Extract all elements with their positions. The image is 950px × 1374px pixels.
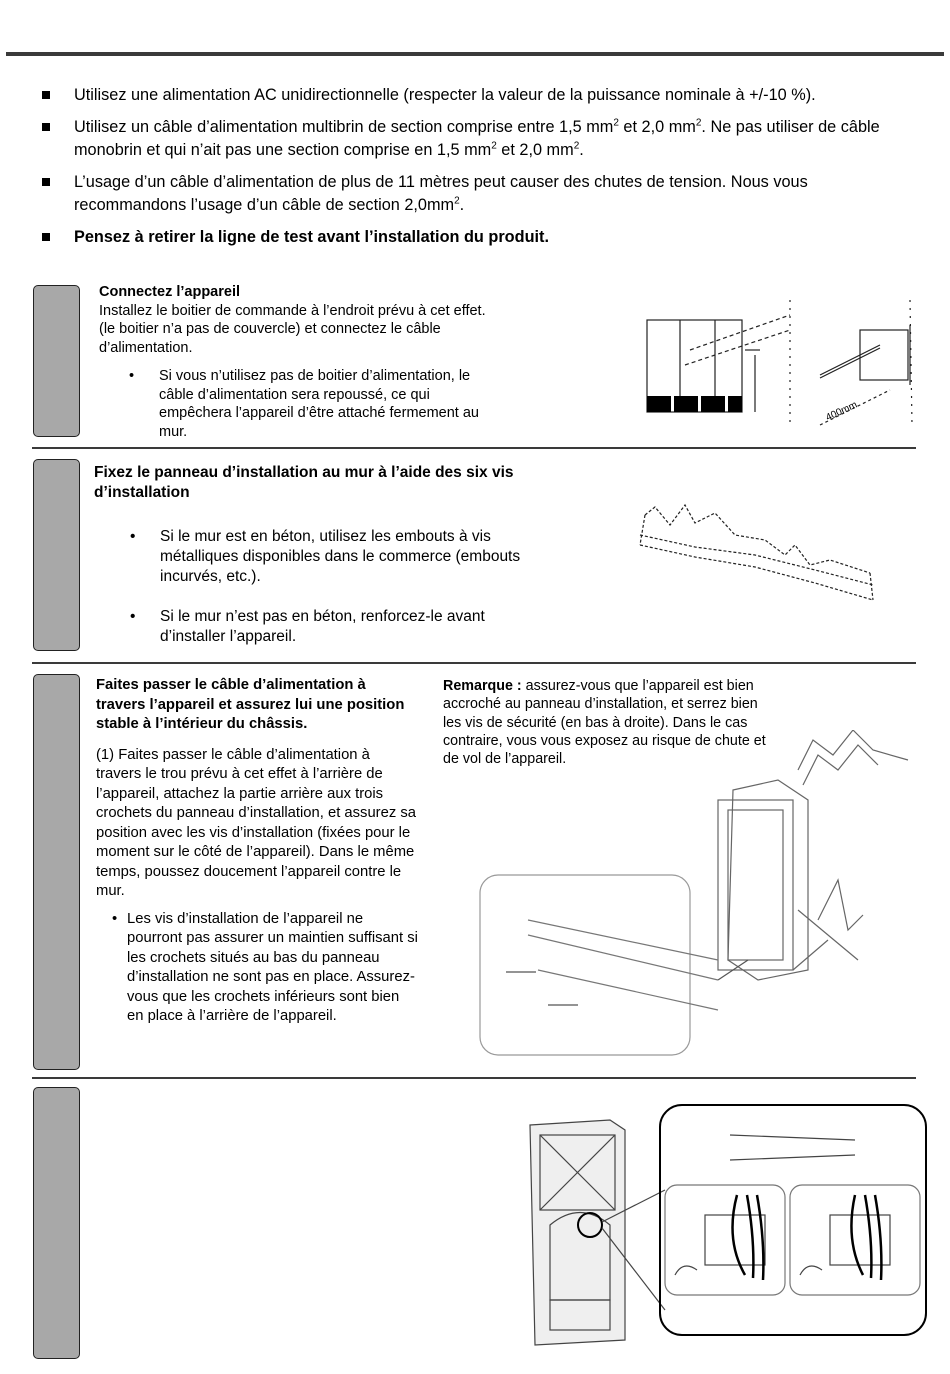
mounting-panel-illustration <box>635 495 880 610</box>
step3-title: Faites passer le câble d’alimentation à travers l’appareil et assurez lui une position stable à l’intérieur du châssis. <box>96 677 405 732</box>
list-item: • Les vis d’installation de l’appareil ne pourront pas assurer un maintien suffisant si les crochets situés au bas du panneau d’installation ne sont pas en place. Assurez-vous que les crochets inférieurs sont bien en place à l’arrière de l’appareil. <box>112 910 418 1024</box>
top-rule <box>6 52 944 56</box>
square-bullet-icon <box>42 178 50 186</box>
step1-note: Si vous n’utilisez pas de boitier d’alimentation, le câble d’alimentation sera repoussé, ce qui empêchera l’appareil d’être attaché fermement au mur. <box>159 368 479 440</box>
list-item: Utilisez une alimentation AC unidirectionnelle (respecter la valeur de la puissance nominale à +/-10 %). <box>40 84 920 107</box>
control-box-illustration <box>640 295 930 435</box>
step-tab-4 <box>33 1087 80 1359</box>
step3-note: Les vis d’installation de l’appareil ne pourront pas assurer un maintien suffisant si les crochets situés au bas du panneau d’installation ne sont pas en place. Assurez-vous que les crochets inférieurs sont bien en place à l’arrière de l’appareil. <box>127 910 418 1024</box>
step2-text <box>94 463 524 647</box>
step-tab-3 <box>33 674 80 1070</box>
step3-body: (1) Faites passer le câble d’alimentation à travers le trou prévu à cet effet à l’arrière de l’appareil, attachez la partie arrière aux trois crochets du panneau d’installation, et assurez sa position avec les vis d’installation (fixées pour le moment sur le côté de l’appareil). Dans le même temps, poussez doucement l’appareil contre le mur. <box>96 746 416 899</box>
step-tab-1 <box>33 285 80 437</box>
wiring-illustration <box>525 1100 930 1358</box>
list-item: • Si vous n’utilisez pas de boitier d’alimentation, le câble d’alimentation sera repoussé, ce qui empêchera l’appareil d’être attaché fermement au mur. <box>129 368 479 440</box>
step1-title: Connectez l’appareil <box>99 284 241 300</box>
step2-note-1: Si le mur est en béton, utilisez les embouts à vis métalliques disponibles dans le commerce (embouts incurvés, etc.). <box>160 528 521 585</box>
step1-body: Installez le boitier de commande à l’endroit prévu à cet effet. (le boitier n’a pas de couvercle) et connectez le câble d’alimentation. <box>99 302 486 356</box>
step2-note-2: Si le mur n’est pas en béton, renforcez-le avant d’installer l’appareil. <box>160 608 485 645</box>
appliance-hooking-illustration <box>478 730 918 1060</box>
square-bullet-icon <box>42 123 50 131</box>
list-item: • Si le mur n’est pas en béton, renforcez-le avant d’installer l’appareil. <box>130 608 485 645</box>
remark-text: assurez-vous que l’appareil est bien accroché au panneau d’installation, et serrez bien les vis de sécurité (en bas à droite). Dans le cas contraire, vous vous exposez au risque de chute et de vol de l’appareil. <box>443 678 766 768</box>
step2-title: Fixez le panneau d’installation au mur à l’aide des six vis d’installation <box>94 464 514 501</box>
list-item: L’usage d’un câble d’alimentation de plus de 11 mètres peut causer des chutes de tension. Nous vous recommandons l’usage d’un câble de section $2,0mm^2$. <box>40 171 920 217</box>
section-divider <box>32 662 916 664</box>
square-bullet-icon <box>42 233 50 241</box>
section-divider <box>32 1077 916 1079</box>
step1-text <box>99 283 499 441</box>
list-item: • Si le mur est en béton, utilisez les embouts à vis métalliques disponibles dans le commerce (embouts incurvés, etc.). <box>130 528 521 585</box>
section-divider <box>32 447 916 449</box>
step3-text <box>96 676 418 1027</box>
list-item: Utilisez un câble d’alimentation multibrin de section comprise entre 1,5 $mm^2$ et 2,0 $mm^2$. Ne pas utiliser de câble monobrin et qui n’ait pas une section comprise en 1,5 $mm^2$ et 2,0 $mm^2$. <box>40 116 920 162</box>
remark-label: Remarque : <box>443 678 522 694</box>
dimension-label: 400mm <box>824 399 860 424</box>
step-tab-2 <box>33 459 80 651</box>
requirements-list <box>40 84 920 258</box>
list-item: Pensez à retirer la ligne de test avant l’installation du produit. <box>40 226 920 249</box>
square-bullet-icon <box>42 91 50 99</box>
